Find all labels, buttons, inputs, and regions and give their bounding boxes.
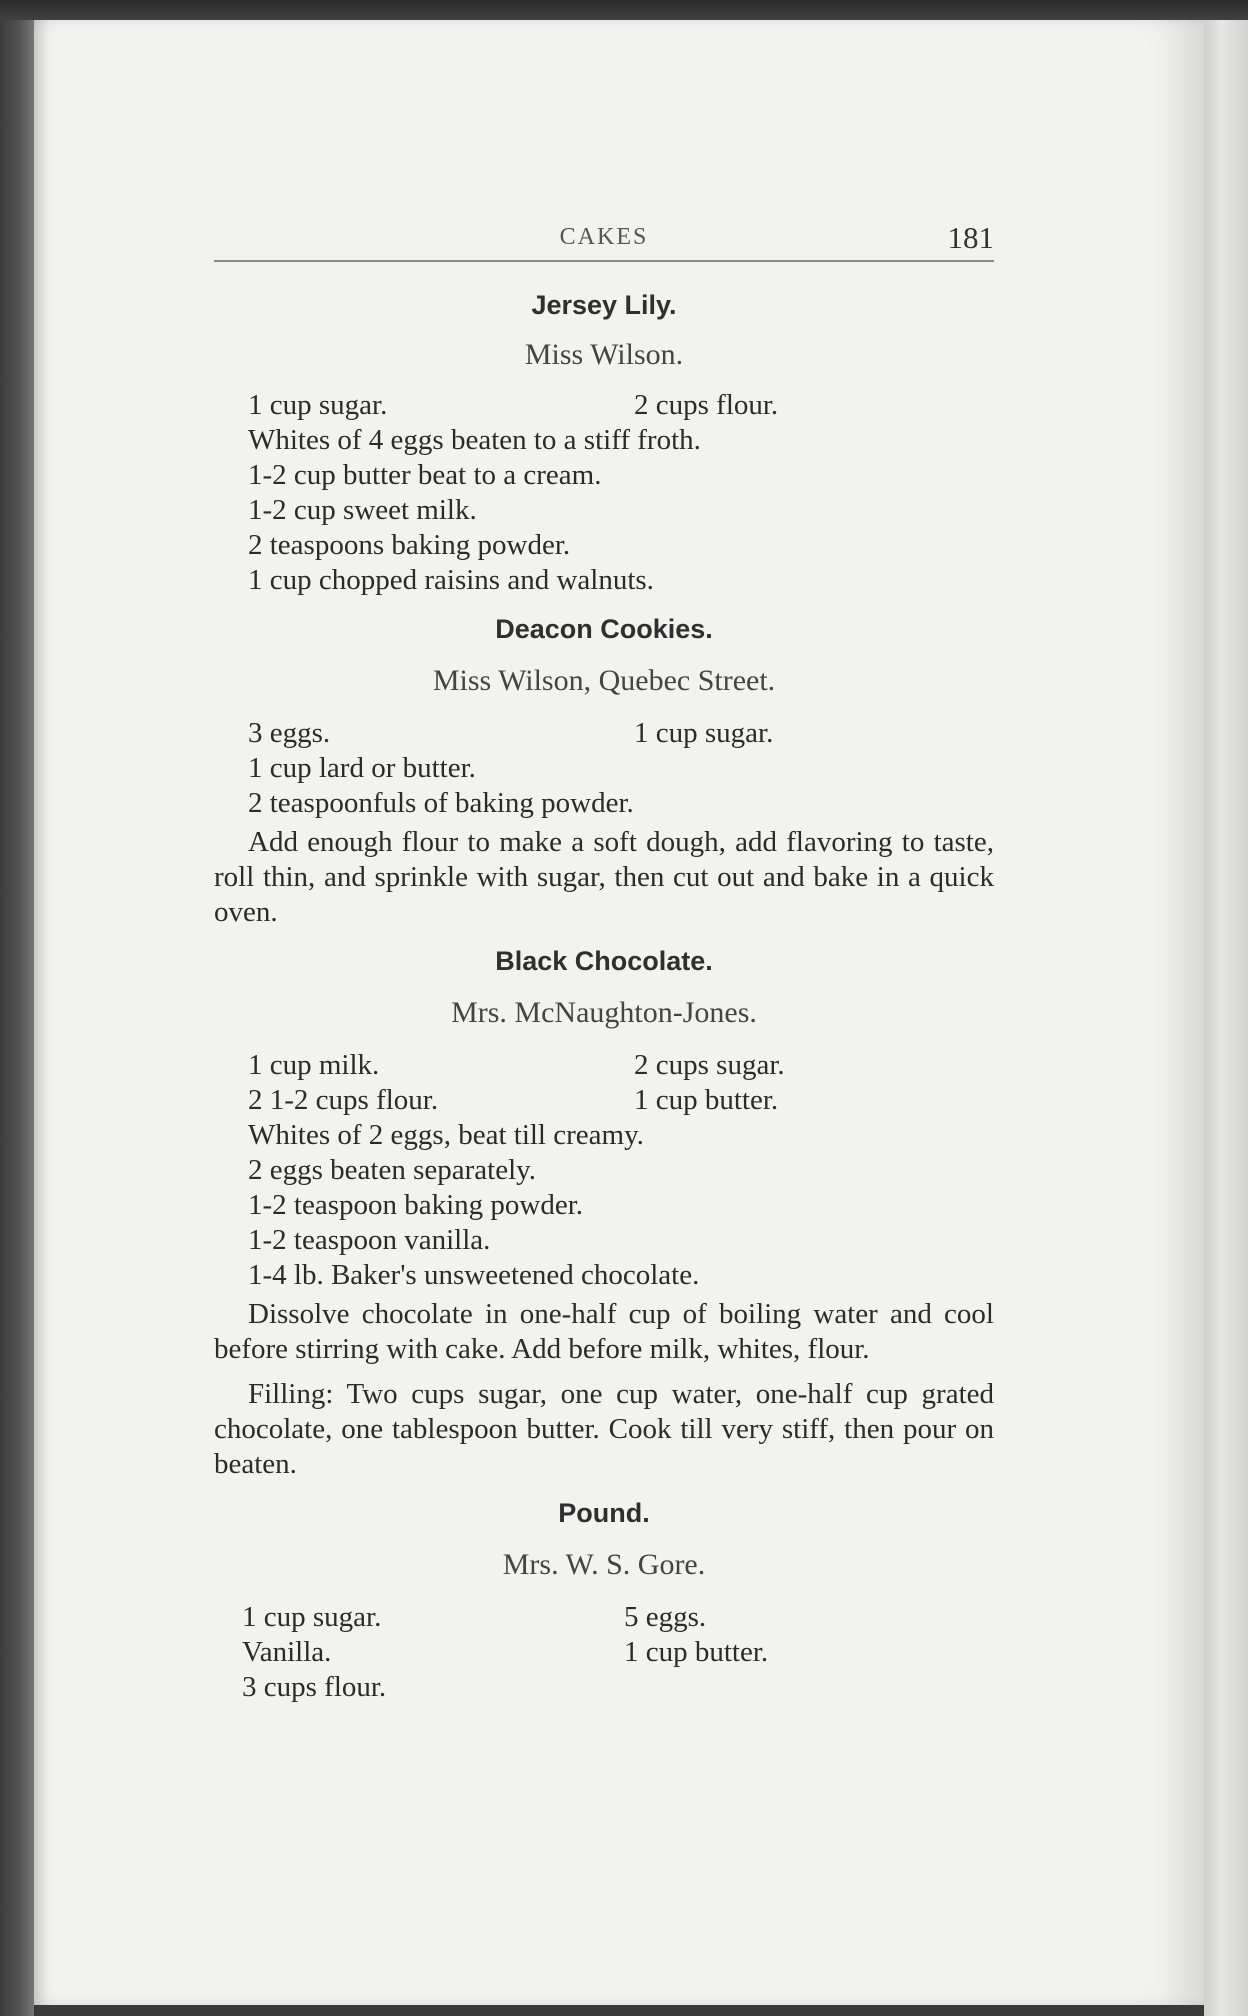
- recipe-author: Miss Wilson, Quebec Street.: [432, 664, 776, 697]
- running-head: [214, 210, 994, 262]
- ingredient: 1-2 teaspoon baking powder.: [248, 1189, 584, 1221]
- recipe-author: Mrs. McNaughton-Jones.: [451, 996, 757, 1029]
- recipe-title: Jersey Lily.: [531, 290, 677, 320]
- recipe-author: Mrs. W. S. Gore.: [502, 1548, 706, 1581]
- ingredient: 3 eggs.: [248, 717, 331, 749]
- ingredient: 1 cup sugar.: [242, 1601, 382, 1633]
- ingredient-pair-row: [214, 716, 994, 751]
- filling-paragraph: Filling: Two cups sugar, one cup water, one-half cup grated chocolate, one tablespoon butter. Cook till very stiff, then pour on beaten.: [214, 1378, 994, 1480]
- ingredient-pair-row: [214, 1048, 994, 1083]
- ingredient: 1-4 lb. Baker's unsweetened chocolate.: [248, 1259, 700, 1291]
- ingredient: 2 eggs beaten separately.: [248, 1154, 536, 1186]
- ingredient: 1-2 teaspoon vanilla.: [248, 1224, 491, 1256]
- ingredient: 1 cup lard or butter.: [248, 752, 476, 784]
- ingredient: 1 cup sugar.: [248, 389, 388, 421]
- recipe-pound: [214, 1496, 994, 1705]
- ingredient: Vanilla.: [242, 1636, 332, 1668]
- ingredient-pair-row: [214, 1083, 994, 1118]
- ingredient: 1 cup butter.: [624, 1636, 769, 1668]
- ingredient: 2 cups sugar.: [634, 1049, 785, 1081]
- ingredient: 2 cups flour.: [634, 389, 779, 421]
- page-edge-right: [1204, 20, 1248, 2016]
- ingredient: 1-2 cup sweet milk.: [248, 494, 477, 526]
- recipe-title: Pound.: [558, 1498, 650, 1528]
- recipe-black-chocolate: [214, 944, 994, 1482]
- recipe-deacon-cookies: [214, 612, 994, 930]
- ingredient: 2 teaspoons baking powder.: [248, 529, 571, 561]
- recipe-title: Black Chocolate.: [495, 946, 713, 976]
- ingredient: 1 cup sugar.: [634, 717, 774, 749]
- ingredient: 5 eggs.: [624, 1601, 707, 1633]
- ingredient: Whites of 2 eggs, beat till creamy.: [248, 1119, 644, 1151]
- ingredient: 1 cup milk.: [248, 1049, 380, 1081]
- ingredient-pair-row: [214, 388, 994, 423]
- ingredient-pair-row: [214, 1600, 994, 1635]
- recipe-jersey-lily: [214, 288, 994, 598]
- ingredient: 1 cup butter.: [634, 1084, 779, 1116]
- ingredient: 2 teaspoonfuls of baking powder.: [248, 787, 634, 819]
- ingredient: 1-2 cup butter beat to a cream.: [248, 459, 602, 491]
- book-gutter: [0, 20, 34, 2016]
- recipe-title: Deacon Cookies.: [495, 614, 713, 644]
- ingredient-pair-row: [214, 1635, 994, 1670]
- ingredient: 3 cups flour.: [242, 1671, 387, 1703]
- ingredient: 2 1-2 cups flour.: [248, 1084, 439, 1116]
- page-content: [214, 210, 994, 1705]
- recipe-author: Miss Wilson.: [524, 338, 684, 371]
- running-title: CAKES: [559, 224, 649, 250]
- page-number: 181: [947, 220, 994, 255]
- ingredient: Whites of 4 eggs beaten to a stiff froth.: [248, 424, 701, 456]
- instructions-paragraph: Add enough flour to make a soft dough, add flavoring to taste, roll thin, and sprinkle with sugar, then cut out and bake in a quick oven.: [214, 826, 994, 928]
- ingredient: 1 cup chopped raisins and walnuts.: [248, 564, 654, 596]
- instructions-paragraph: Dissolve chocolate in one-half cup of boiling water and cool before stirring with cake. Add before milk, whites, flour.: [214, 1298, 994, 1365]
